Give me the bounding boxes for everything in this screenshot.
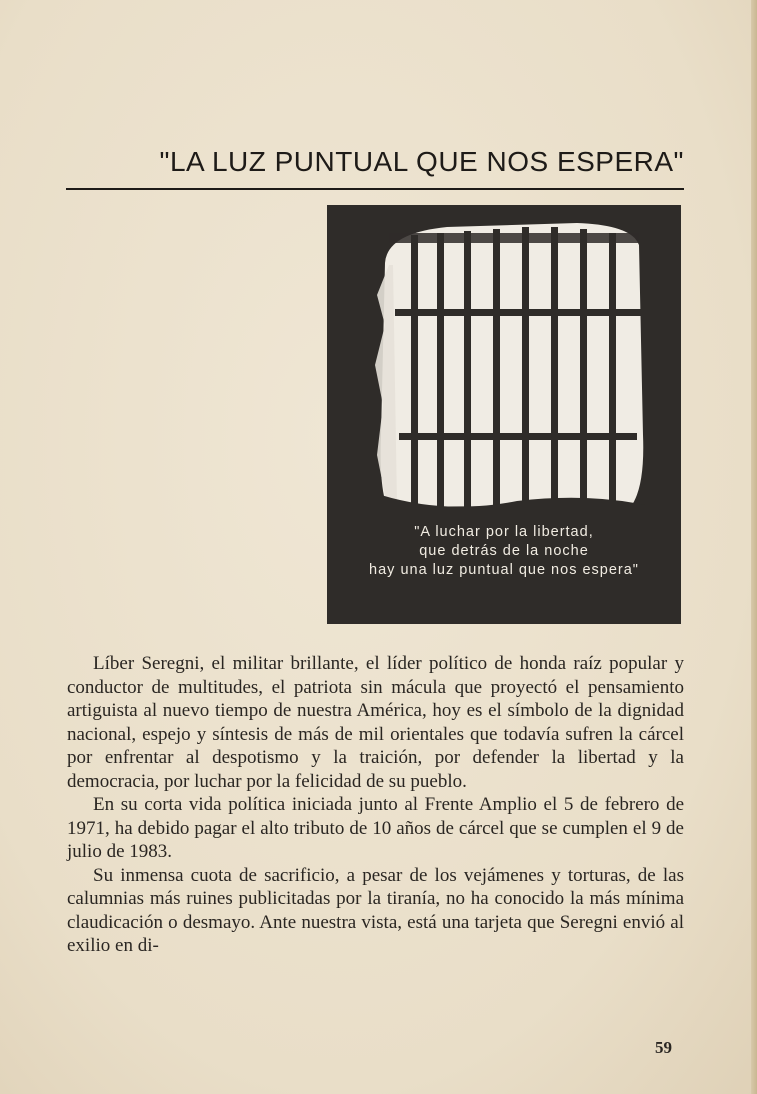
chapter-title: "LA LUZ PUNTUAL QUE NOS ESPERA" (159, 146, 684, 177)
title-rule (66, 188, 684, 190)
caption-line: hay una luz puntual que nos espera" (369, 562, 639, 578)
caption-line: que detrás de la noche (419, 543, 589, 559)
page-edge (751, 0, 757, 1094)
paragraph: Su inmensa cuota de sacrificio, a pesar de los vejámenes y torturas, de las calumnias más ruines publicitadas por la tiranía, no ha conocido la más mínima claudicación o desmayo. Ante nuestra vista, está una tarjeta que Seregni envió al exilio en di- (67, 864, 684, 956)
paragraph: Líber Seregni, el militar brillante, el líder político de honda raíz popular y conductor de multitudes, el patriota sin mácula que proyectó el pensamiento artiguista al nuevo tiempo de nuestra América, hoy es el símbolo de la dignidad nacional, espejo y síntesis de más de mil orientales que todavía sufren la cárcel por enfrentar al despotismo y la traición, por defender la libertad y la democracia, por luchar por la felicidad de su pueblo. (67, 653, 684, 792)
caption-line: "A luchar por la libertad, (414, 524, 594, 540)
prison-window-photo (327, 205, 681, 624)
page-number: 59 (655, 1038, 672, 1057)
paragraph: En su corta vida política iniciada junto al Frente Amplio el 5 de febrero de 1971, ha debido pagar el alto tributo de 10 años de cárcel que se cumplen el 9 de julio de 1983. (67, 794, 684, 862)
body-text (67, 652, 684, 958)
photo-caption (327, 523, 681, 580)
